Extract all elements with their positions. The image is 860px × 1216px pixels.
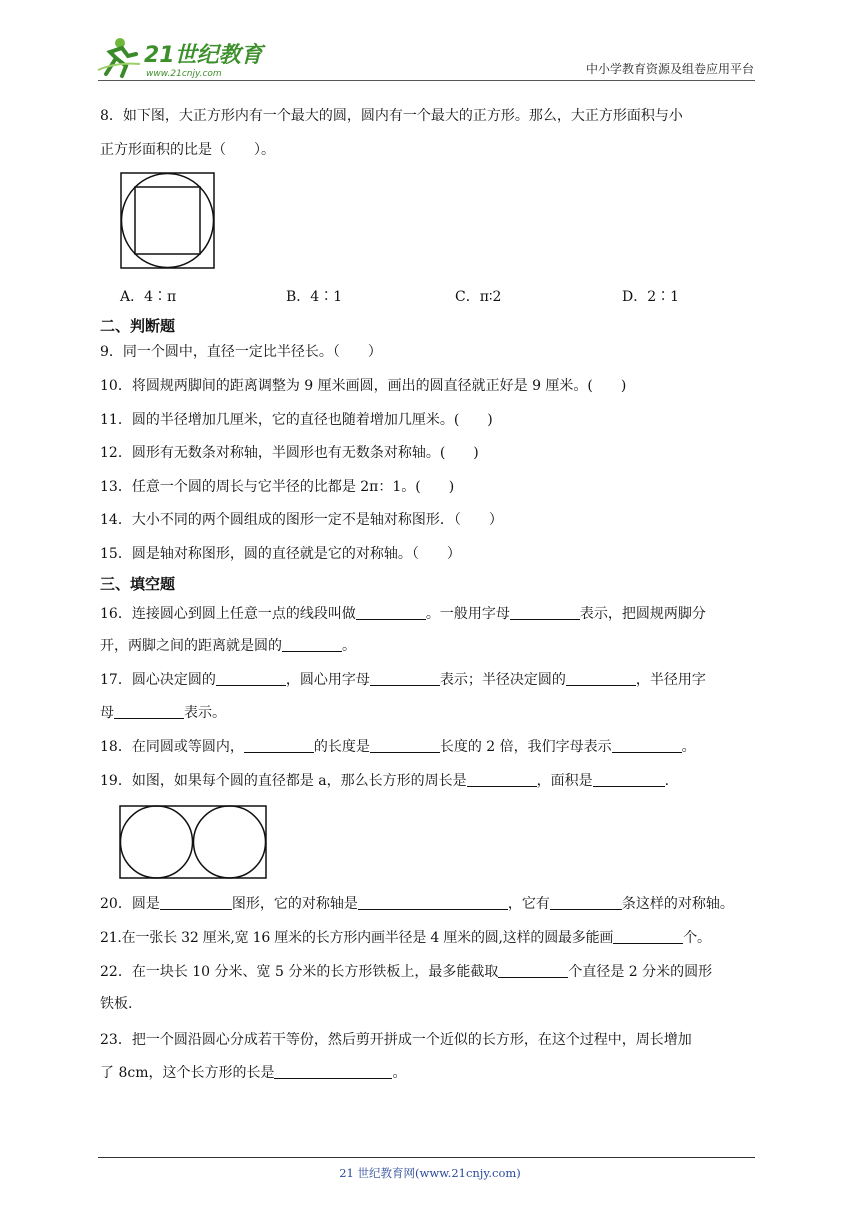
fill-q23-line2: 了 8cm，这个长方形的长是 。: [100, 1065, 407, 1081]
answer-blank: [498, 963, 568, 978]
q8-line2: 正方形面积的比是（ ）。: [100, 142, 275, 158]
fill-q16-line1: 16．连接圆心到圆上任意一点的线段叫做 。一般用字母 表示，把圆规两脚分: [100, 606, 706, 622]
q8-option-c: C．π∶2: [455, 289, 502, 305]
answer-blank: [160, 895, 232, 910]
fill-q18: 18．在同圆或等圆内， 的长度是 长度的 2 倍，我们字母表示 。: [100, 739, 696, 755]
answer-blank: [216, 671, 286, 686]
platform-text: 中小学教育资源及组卷应用平台: [585, 62, 754, 76]
q8-line1: 8．如下图，大正方形内有一个最大的圆，圆内有一个最大的正方形。那么，大正方形面积与小: [100, 108, 683, 124]
answer-blank: [370, 671, 440, 686]
fill-q16-line2: 开，两脚之间的距离就是圆的 。: [100, 638, 356, 654]
fill-q19: 19．如图，如果每个圆的直径都是 a，那么长方形的周长是 ，面积是 .: [100, 773, 670, 789]
judge-q9: 9．同一个圆中，直径一定比半径长。（ ）: [100, 344, 382, 360]
answer-blank: [282, 637, 342, 652]
answer-blank: [358, 895, 508, 910]
small-square: [135, 187, 200, 254]
judge-q12: 12．圆形有无数条对称轴，半圆形也有无数条对称轴。( ): [100, 445, 479, 461]
square-circle-square-figure: [120, 172, 216, 270]
logo-url: www.21cnjy.com: [146, 69, 222, 79]
answer-blank: [467, 772, 537, 787]
judge-q14: 14．大小不同的两个圆组成的图形一定不是轴对称图形．（ ）: [100, 512, 503, 528]
section-fill-title: 三、填空题: [100, 575, 176, 593]
fill-q21: 21.在一张长 32 厘米,宽 16 厘米的长方形内画半径是 4 厘米的圆,这样的圆最多能画 个。: [100, 930, 711, 946]
q8-option-d: D．2∶1: [622, 289, 680, 305]
answer-blank: [550, 895, 622, 910]
fill-q22-line1: 22．在一块长 10 分米、宽 5 分米的长方形铁板上，最多能截取 个直径是 2 分米的圆形: [100, 964, 713, 980]
answer-blank: [356, 605, 426, 620]
answer-blank: [612, 738, 682, 753]
answer-blank: [244, 738, 314, 753]
footer-divider: [98, 1157, 755, 1158]
answer-blank: [613, 929, 683, 944]
q8-option-b: B．4∶1: [286, 289, 343, 305]
header-divider: [98, 80, 755, 81]
judge-q13: 13．任意一个圆的周长与它半径的比都是 2π：1。( ): [100, 479, 455, 495]
answer-blank: [566, 671, 636, 686]
judge-q15: 15．圆是轴对称图形，圆的直径就是它的对称轴。（ ）: [100, 546, 461, 562]
judge-q11: 11．圆的半径增加几厘米，它的直径也随着增加几厘米。( ): [100, 412, 493, 428]
fill-q23-line1: 23．把一个圆沿圆心分成若干等份，然后剪开拼成一个近似的长方形，在这个过程中，周长增加: [100, 1032, 692, 1048]
footer-text: 21 世纪教育网(www.21cnjy.com): [339, 1166, 521, 1180]
section-judge-title: 二、判断题: [100, 317, 176, 335]
fill-q22-line2: 铁板.: [100, 996, 133, 1012]
answer-blank: [274, 1064, 392, 1079]
fill-q20: 20．圆是 图形，它的对称轴是 ，它有 条这样的对称轴。: [100, 896, 734, 912]
fill-q17-line1: 17．圆心决定圆的 ，圆心用字母 表示；半径决定圆的 ，半径用字: [100, 672, 706, 688]
runner-icon: [98, 38, 140, 76]
answer-blank: [370, 738, 440, 753]
two-circles-rectangle-figure: [119, 805, 268, 880]
site-logo: [96, 34, 296, 80]
judge-q10: 10．将圆规两脚间的距离调整为 9 厘米画圆，画出的圆直径就正好是 9 厘米。( ): [100, 378, 627, 394]
answer-blank: [593, 772, 665, 787]
answer-blank: [510, 605, 580, 620]
fill-q17-line2: 母 表示。: [100, 705, 226, 721]
left-circle: [121, 806, 193, 878]
answer-blank: [114, 704, 184, 719]
right-circle: [194, 806, 266, 878]
logo-text: 21世纪教育: [144, 43, 263, 68]
q8-option-a: A．4∶π: [120, 289, 177, 305]
